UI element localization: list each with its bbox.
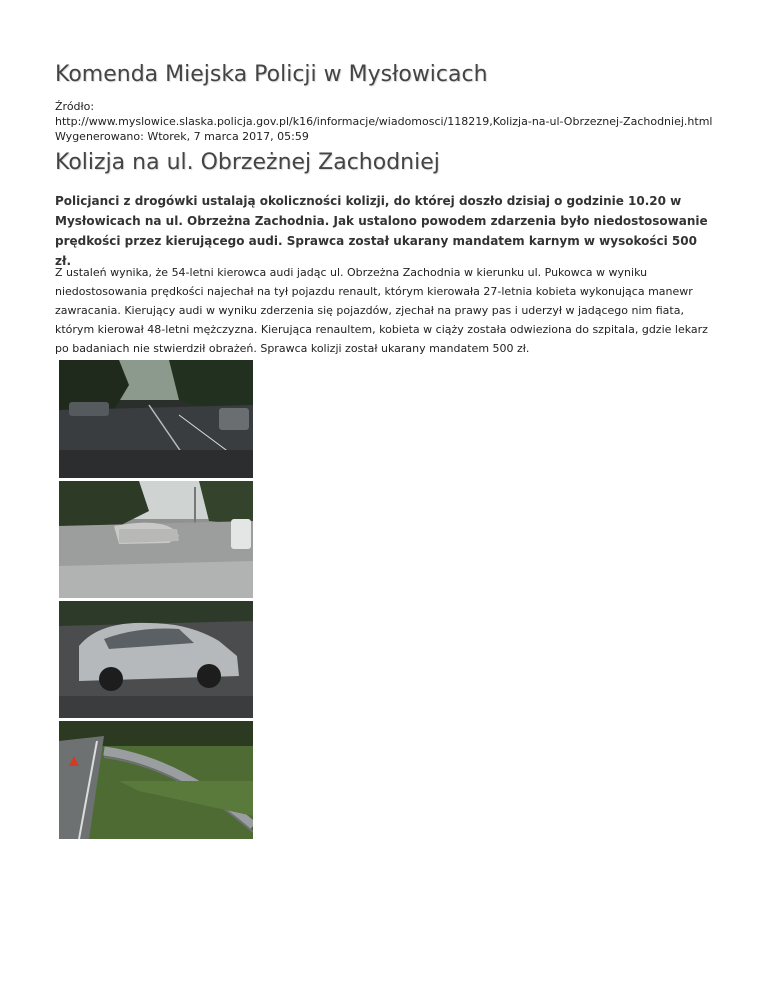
source-label: Źródło: (55, 100, 95, 113)
source-url: http://www.myslowice.slaska.policja.gov.pl/k16/informacje/wiadomosci/118219,Kolizja-na-ul-Obrzeznej-Zachodniej.html (55, 115, 713, 128)
damaged-car-closeup-photo (59, 601, 253, 718)
road-scene-photo (59, 360, 253, 478)
source-meta (55, 99, 735, 144)
site-title: Komenda Miejska Policji w Mysłowicach (55, 62, 488, 87)
article-lead: Policjanci z drogówki ustalają okoliczności kolizji, do której doszło dzisiaj o godzinie 10.20 w Mysłowicach na ul. Obrzeżna Zachodnia. Jak ustalono powodem zdarzenia było niedostosowanie prędkości przez kierującego audi. Sprawca został ukarany mandatem karnym w wysokości 500 zł. (55, 194, 708, 268)
generated-date: Wygenerowano: Wtorek, 7 marca 2017, 05:59 (55, 130, 309, 143)
article-title: Kolizja na ul. Obrzeżnej Zachodniej (55, 150, 440, 175)
damaged-car-roundabout-photo (59, 481, 253, 598)
guardrail-roadside-photo (59, 721, 253, 839)
article-body: Z ustaleń wynika, że 54-letni kierowca audi jadąc ul. Obrzeżna Zachodnia w kierunku ul. Pukowca w wyniku niedostosowania prędkości najechał na tył pojazdu renault, którym kierowała 27-letnia kobieta wykonująca manewr zawracania. Kierujący audi w wyniku zderzenia się pojazdów, zjechał na prawy pas i uderzył w jadącego nim fiata, którym kierował 48-letni mężczyzna. Kierująca renaultem, kobieta w ciąży została odwieziona do szpitala, gdzie lekarz po badaniach nie stwierdził obrażeń. Sprawca kolizji został ukarany mandatem 500 zł. (55, 266, 708, 355)
